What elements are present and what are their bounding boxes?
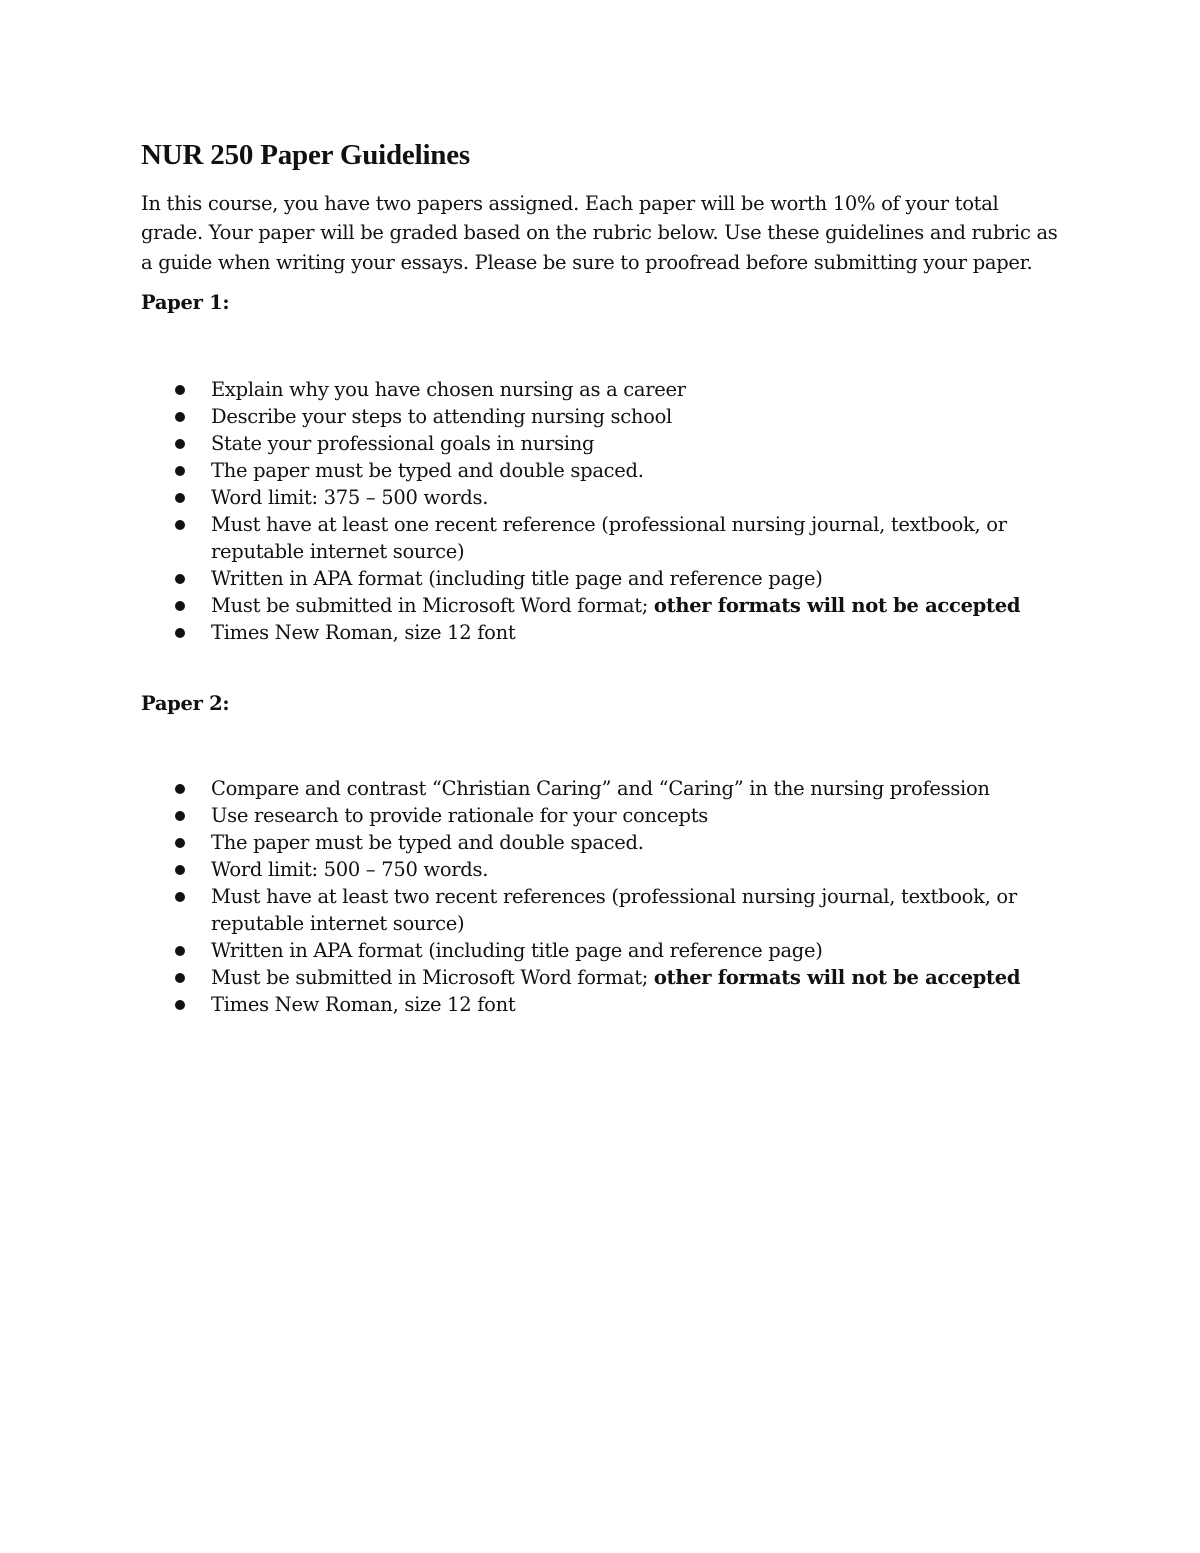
document-body (141, 138, 1061, 1018)
list-item-text: State your professional goals in nursing (211, 432, 595, 456)
bullet-icon (175, 493, 185, 503)
list-item-text: The paper must be typed and double spaced. (211, 831, 644, 855)
list-item (141, 592, 1061, 619)
paper1-heading: Paper 1: (141, 291, 230, 315)
bullet-icon (175, 865, 185, 875)
list-item (141, 991, 1061, 1018)
list-item-text: Word limit: 500 – 750 words. (211, 858, 489, 882)
document-title: NUR 250 Paper Guidelines (141, 139, 470, 171)
paper2-heading: Paper 2: (141, 692, 230, 716)
list-item (141, 511, 1061, 565)
bullet-icon (175, 574, 185, 584)
format-warning: other formats will not be accepted (653, 966, 1021, 990)
list-item-text: Times New Roman, size 12 font (211, 621, 516, 645)
list-item (141, 775, 1061, 802)
format-warning: other formats will not be accepted (653, 594, 1021, 618)
bullet-icon (175, 1000, 185, 1010)
list-item-text: Must be submitted in Microsoft Word format; (211, 966, 654, 990)
list-item (141, 802, 1061, 829)
intro-paragraph: In this course, you have two papers assigned. Each paper will be worth 10% of your total grade. Your paper will be graded based on the rubric below. Use these guidelines and rubric as a guide when writing your essays. Please be sure to proofread before submitting your paper. (141, 191, 1058, 274)
bullet-icon (175, 811, 185, 821)
paper2-list (141, 775, 1061, 1018)
list-item-text: Compare and contrast “Christian Caring” and “Caring” in the nursing profession (211, 777, 990, 801)
list-item-text: Must have at least one recent reference (professional nursing journal, textbook, or reputable internet source) (211, 513, 1007, 564)
bullet-icon (175, 784, 185, 794)
list-item (141, 430, 1061, 457)
list-item-text: The paper must be typed and double spaced. (211, 459, 644, 483)
list-item-text: Times New Roman, size 12 font (211, 993, 516, 1017)
bullet-icon (175, 892, 185, 902)
list-item (141, 829, 1061, 856)
list-item-text: Describe your steps to attending nursing school (211, 405, 672, 429)
list-item (141, 619, 1061, 646)
bullet-icon (175, 385, 185, 395)
list-item-text: Word limit: 375 – 500 words. (211, 486, 489, 510)
bullet-icon (175, 466, 185, 476)
list-item (141, 565, 1061, 592)
bullet-icon (175, 973, 185, 983)
list-item-text: Must be submitted in Microsoft Word format; (211, 594, 654, 618)
bullet-icon (175, 628, 185, 638)
list-item-text: Use research to provide rationale for your concepts (211, 804, 708, 828)
paper1-list (141, 376, 1061, 646)
bullet-icon (175, 601, 185, 611)
list-item-text: Written in APA format (including title page and reference page) (211, 939, 823, 963)
list-item (141, 856, 1061, 883)
list-item (141, 937, 1061, 964)
list-item-text: Written in APA format (including title page and reference page) (211, 567, 823, 591)
list-item (141, 484, 1061, 511)
list-item (141, 376, 1061, 403)
list-item (141, 457, 1061, 484)
list-item (141, 403, 1061, 430)
bullet-icon (175, 520, 185, 530)
bullet-icon (175, 838, 185, 848)
list-item-text: Must have at least two recent references (professional nursing journal, textbook, or reputable internet source) (211, 885, 1017, 936)
bullet-icon (175, 946, 185, 956)
bullet-icon (175, 439, 185, 449)
bullet-icon (175, 412, 185, 422)
list-item-text: Explain why you have chosen nursing as a career (211, 378, 686, 402)
list-item (141, 964, 1061, 991)
list-item (141, 883, 1061, 937)
